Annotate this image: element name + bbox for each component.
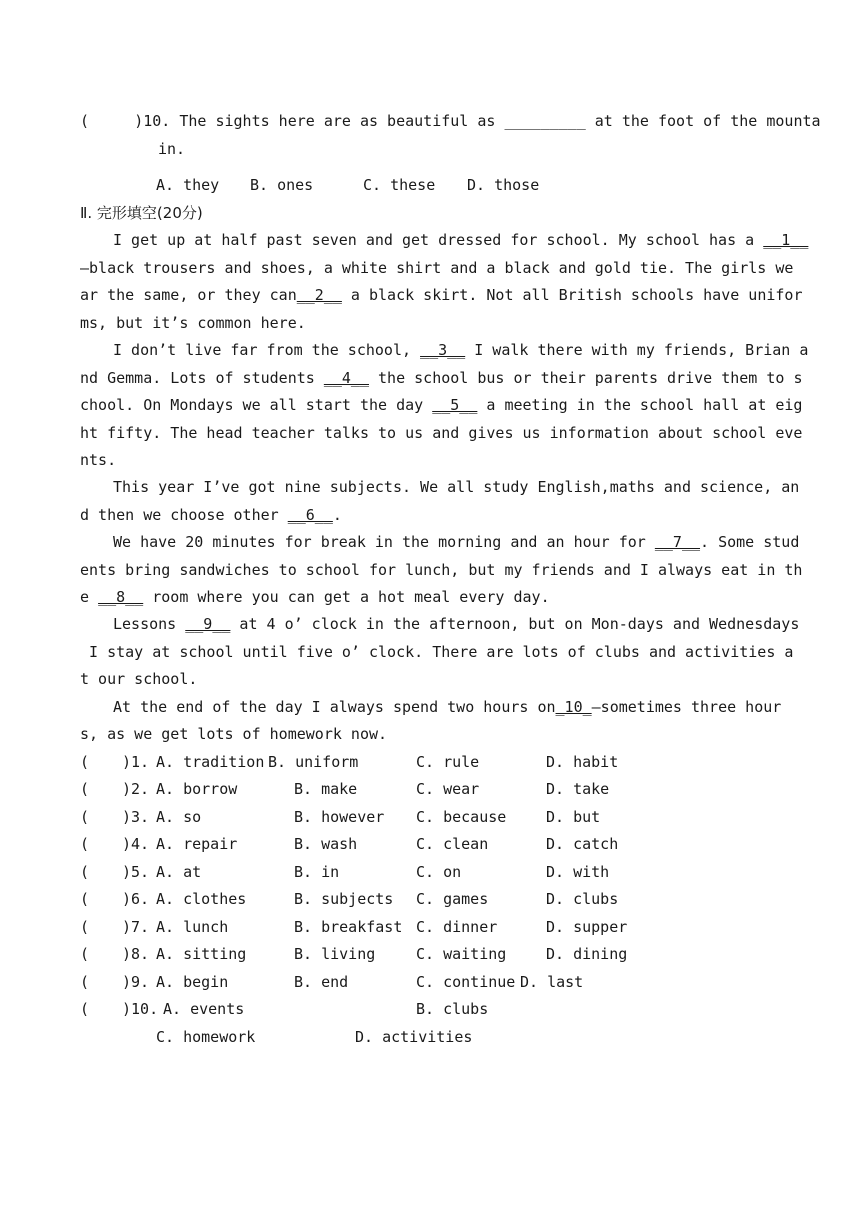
option-c: C. wear [416, 780, 480, 798]
option-d: D. take [546, 780, 610, 798]
passage-line [113, 340, 808, 360]
passage-line [80, 285, 802, 305]
passage-text: ar the same, or they can [80, 286, 297, 304]
passage-line: ents bring sandwiches to school for lunch, but my friends and I always eat in th [80, 561, 803, 579]
option-d: D. those [467, 176, 540, 194]
passage-text: nd Gemma. Lots of students [80, 369, 324, 387]
passage-line [80, 395, 802, 415]
passage-line [113, 697, 781, 717]
option-d: D. but [546, 808, 601, 826]
answer-paren-open: ( [80, 753, 90, 771]
option-c: C. because [416, 808, 507, 826]
question-number: )9. [122, 973, 150, 991]
answer-paren-open: ( [80, 863, 90, 881]
option-d: D. supper [546, 918, 628, 936]
passage-text: Lessons [113, 615, 186, 633]
passage-text: —sometimes three hour [591, 698, 782, 716]
blank-2: __2__ [296, 286, 342, 304]
option-b: B. clubs [416, 1000, 489, 1018]
option-b: B. living [294, 945, 376, 963]
option-b: B. however [294, 808, 385, 826]
question-number: )7. [122, 918, 150, 936]
answer-paren-open: ( [80, 112, 90, 130]
answer-paren-close: ) [134, 112, 144, 130]
prev-q10-wrap: in. [158, 140, 186, 158]
option-a: A. events [163, 1000, 245, 1018]
passage-text: room where you can get a hot meal every day. [143, 588, 550, 606]
blank-4: __4__ [323, 369, 369, 387]
blank-8: __8__ [98, 588, 144, 606]
option-d: D. clubs [546, 890, 619, 908]
blank-6: __6__ [287, 506, 333, 524]
passage-text: chool. On Mondays we all start the day [80, 396, 433, 414]
option-d: D. with [546, 863, 610, 881]
passage-text: e [80, 588, 99, 606]
option-b: B. make [294, 780, 358, 798]
blank-9: __9__ [185, 615, 231, 633]
answer-paren-open: ( [80, 835, 90, 853]
passage-line: nts. [80, 451, 117, 469]
answer-paren-open: ( [80, 780, 90, 798]
question-number: )10. [122, 1000, 159, 1018]
answer-paren-open: ( [80, 918, 90, 936]
option-a: A. so [156, 808, 202, 826]
passage-line [113, 230, 808, 250]
passage-line: ms, but it’s common here. [80, 314, 306, 332]
passage-text: . Some stud [700, 533, 800, 551]
option-a: A. tradition [156, 753, 265, 771]
option-a: A. begin [156, 973, 229, 991]
option-c: C. continue [416, 973, 516, 991]
passage-text: I don’t live far from the school, [113, 341, 421, 359]
blank-7: __7__ [654, 533, 701, 551]
option-d: D. catch [546, 835, 619, 853]
question-text-continued: at the foot of the mounta [594, 112, 821, 130]
option-a: A. clothes [156, 890, 247, 908]
option-d: D. habit [546, 753, 619, 771]
answer-paren-open: ( [80, 1000, 90, 1018]
question-number: )8. [122, 945, 150, 963]
option-b: B. breakfast [294, 918, 403, 936]
passage-line [113, 614, 799, 634]
option-a: A. borrow [156, 780, 238, 798]
option-b: B. wash [294, 835, 358, 853]
passage-text: . [332, 506, 342, 524]
option-b: B. subjects [294, 890, 394, 908]
question-number: )2. [122, 780, 150, 798]
option-a: A. lunch [156, 918, 229, 936]
question-number: )4. [122, 835, 150, 853]
option-c: C. dinner [416, 918, 498, 936]
option-b: B. in [294, 863, 340, 881]
blank-5: __5__ [432, 396, 478, 414]
passage-line: ht fifty. The head teacher talks to us and gives us information about school eve [80, 424, 803, 442]
passage-line: —black trousers and shoes, a white shirt and a black and gold tie. The girls we [80, 259, 794, 277]
question-number: )3. [122, 808, 150, 826]
passage-text: We have 20 minutes for break in the morning and an hour for [113, 533, 655, 551]
passage-text: At the end of the day I always spend two hours on [113, 698, 556, 716]
option-a: A. at [156, 863, 202, 881]
option-b: B. end [294, 973, 349, 991]
answer-paren-open: ( [80, 945, 90, 963]
question-number: )1. [122, 753, 150, 771]
option-a: A. they [156, 176, 220, 194]
passage-line: I stay at school until five o’ clock. There are lots of clubs and activities a [80, 643, 794, 661]
passage-line [80, 587, 550, 607]
option-d: D. last [520, 973, 584, 991]
option-b: B. uniform [268, 753, 359, 771]
answer-blank: _________ [504, 112, 586, 130]
passage-text: I walk there with my friends, Brian a [465, 341, 809, 359]
passage-text: at 4 o’ clock in the afternoon, but on Mon-days and Wednesdays [230, 615, 800, 633]
option-c: C. on [416, 863, 462, 881]
section-title: Ⅱ. 完形填空(20分) [80, 204, 203, 222]
passage-line [80, 368, 802, 388]
passage-line [80, 505, 342, 525]
passage-text: d then we choose other [80, 506, 288, 524]
passage-text: I get up at half past seven and get dressed for school. My school has a [113, 231, 764, 249]
answer-paren-open: ( [80, 890, 90, 908]
passage-text: the school bus or their parents drive them to s [369, 369, 803, 387]
passage-line: s, as we get lots of homework now. [80, 725, 388, 743]
passage-text: a black skirt. Not all British schools have unifor [341, 286, 803, 304]
option-c: C. rule [416, 753, 480, 771]
passage-line: t our school. [80, 670, 198, 688]
option-b: B. ones [250, 176, 314, 194]
question-number: 10. [143, 112, 171, 130]
passage-line [113, 532, 799, 552]
question-number: )5. [122, 863, 150, 881]
option-c: C. clean [416, 835, 489, 853]
option-d: D. activities [355, 1028, 473, 1046]
option-d: D. dining [546, 945, 628, 963]
answer-paren-open: ( [80, 808, 90, 826]
prev-q10-line [80, 111, 821, 131]
answer-paren-open: ( [80, 973, 90, 991]
option-c: C. homework [156, 1028, 256, 1046]
option-c: C. these [363, 176, 436, 194]
passage-line: This year I’ve got nine subjects. We all study English,maths and science, an [113, 478, 800, 496]
option-c: C. games [416, 890, 489, 908]
option-c: C. waiting [416, 945, 507, 963]
question-text: The sights here are as beautiful as [179, 112, 496, 130]
passage-text: a meeting in the school hall at eig [477, 396, 803, 414]
blank-1: __1__ [763, 231, 809, 249]
question-number: )6. [122, 890, 150, 908]
blank-10: _10_ [555, 698, 592, 716]
blank-3: __3__ [420, 341, 466, 359]
option-a: A. repair [156, 835, 238, 853]
option-a: A. sitting [156, 945, 247, 963]
